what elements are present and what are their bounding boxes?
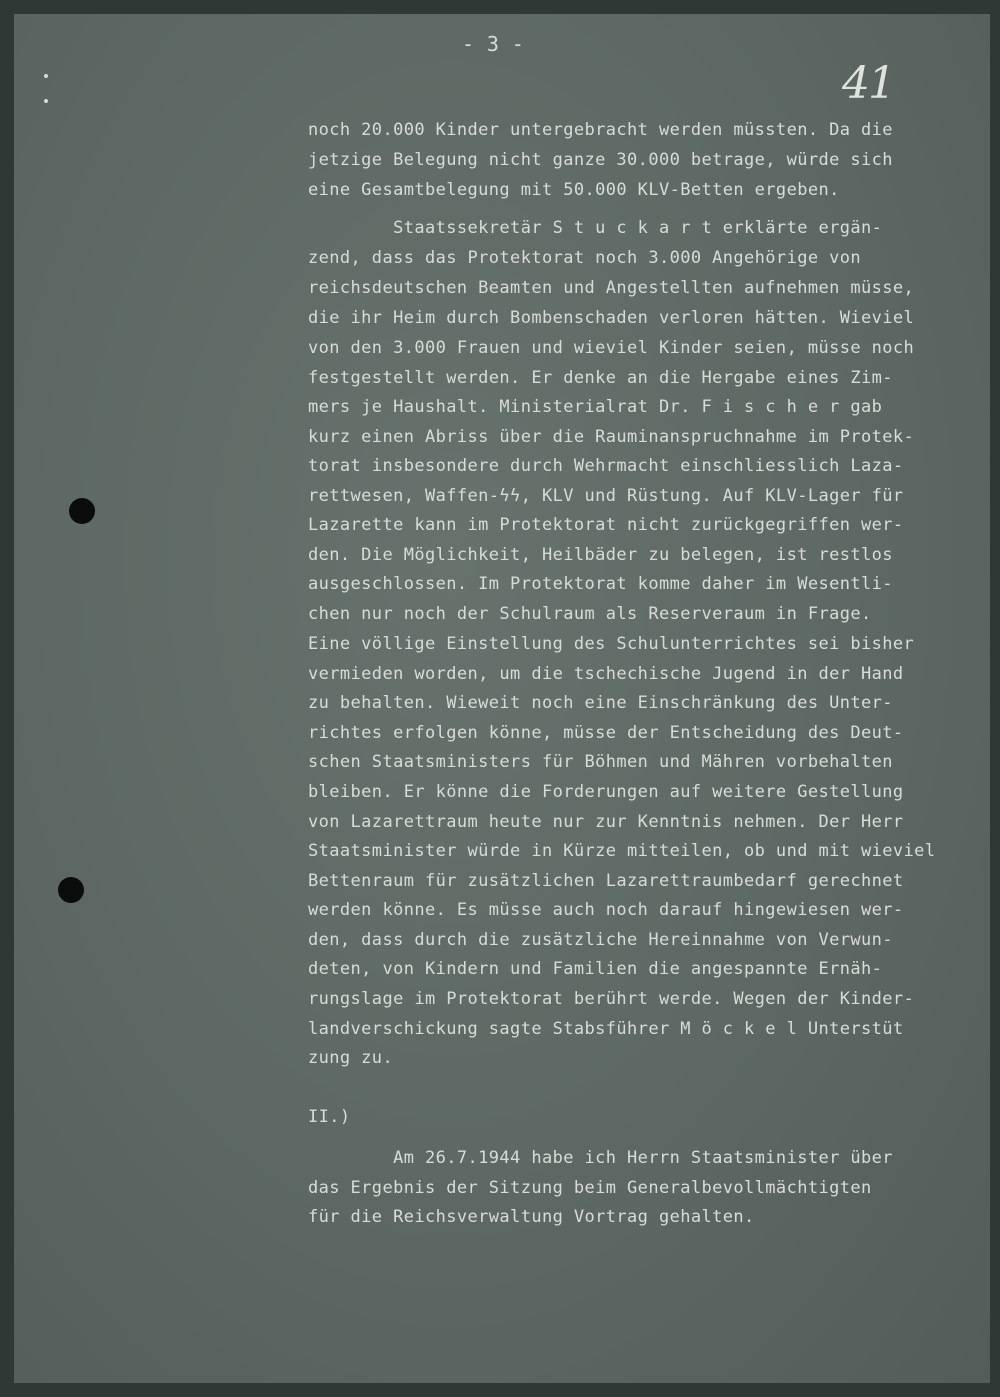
text-line: zung zu. (308, 1048, 394, 1068)
page-number: - 3 - (462, 32, 525, 56)
punch-hole-upper (69, 498, 95, 524)
text-line: torat insbesondere durch Wehrmacht einschliesslich Laza- (308, 456, 904, 476)
scan-border-left (0, 0, 14, 1397)
text-line: rettwesen, Waffen-ϟϟ, KLV und Rüstung. Auf KLV-Lager für (308, 486, 904, 506)
text-line: schen Staatsministers für Böhmen und Mähren vorbehalten (308, 752, 893, 772)
text-line: kurz einen Abriss über die Rauminanspruchnahme im Protek- (308, 427, 915, 447)
text-line: deten, von Kindern und Familien die angespannte Ernäh- (308, 959, 883, 979)
text-line: Eine völlige Einstellung des Schulunterrichtes sei bisher (308, 634, 915, 654)
scan-border-bottom (0, 1383, 1000, 1397)
text-line: werden könne. Es müsse auch noch darauf hingewiesen wer- (308, 900, 904, 920)
handwritten-folio-number: 41 (842, 58, 894, 109)
text-line: rungslage im Protektorat berührt werde. Wegen der Kinder- (308, 989, 915, 1009)
text-line: von Lazarettraum heute nur zur Kenntnis nehmen. Der Herr (308, 812, 904, 832)
text-line: Staatssekretär S t u c k a r t erklärte ergän- (308, 218, 883, 238)
text-line: jetzige Belegung nicht ganze 30.000 betrage, würde sich (308, 150, 893, 170)
scan-border-right (990, 0, 1000, 1397)
text-line: den, dass durch die zusätzliche Hereinnahme von Verwun- (308, 930, 893, 950)
punch-hole-lower (58, 877, 84, 903)
text-line: mers je Haushalt. Ministerialrat Dr. F i s c h e r gab (308, 397, 883, 417)
text-line: den. Die Möglichkeit, Heilbäder zu belegen, ist restlos (308, 545, 893, 565)
text-line: die ihr Heim durch Bombenschaden verloren hätten. Wieviel (308, 308, 915, 328)
text-line: Bettenraum für zusätzlichen Lazarettraumbedarf gerechnet (308, 871, 904, 891)
text-line: Am 26.7.1944 habe ich Herrn Staatsminister über (308, 1148, 893, 1168)
text-line: bleiben. Er könne die Forderungen auf weitere Gestellung (308, 782, 904, 802)
text-line: Lazarette kann im Protektorat nicht zurückgegriffen wer- (308, 515, 904, 535)
text-line: zu behalten. Wieweit noch eine Einschränkung des Unter- (308, 693, 893, 713)
text-line: richtes erfolgen könne, müsse der Entscheidung des Deut- (308, 723, 904, 743)
text-line: chen nur noch der Schulraum als Reserveraum in Frage. (308, 604, 872, 624)
text-line: ausgeschlossen. Im Protektorat komme daher im Wesentli- (308, 574, 893, 594)
scan-border-top (0, 0, 1000, 14)
text-line: landverschickung sagte Stabsführer M ö c k e l Unterstüt (308, 1019, 904, 1039)
section-heading: II.) (308, 1107, 351, 1127)
text-line: eine Gesamtbelegung mit 50.000 KLV-Betten ergeben. (308, 180, 840, 200)
text-line: für die Reichsverwaltung Vortrag gehalten. (308, 1207, 755, 1227)
text-line: zend, dass das Protektorat noch 3.000 Angehörige von (308, 248, 862, 268)
scan-speck (44, 99, 48, 103)
text-line: vermieden worden, um die tschechische Jugend in der Hand (308, 664, 904, 684)
scan-speck (44, 74, 48, 78)
text-line: das Ergebnis der Sitzung beim Generalbevollmächtigten (308, 1178, 872, 1198)
text-line: Staatsminister würde in Kürze mitteilen, ob und mit wieviel (308, 841, 936, 861)
text-line: reichsdeutschen Beamten und Angestellten aufnehmen müsse, (308, 278, 915, 298)
text-line: von den 3.000 Frauen und wieviel Kinder seien, müsse noch (308, 338, 915, 358)
text-line: noch 20.000 Kinder untergebracht werden müssten. Da die (308, 120, 893, 140)
text-line: festgestellt werden. Er denke an die Hergabe eines Zim- (308, 368, 893, 388)
